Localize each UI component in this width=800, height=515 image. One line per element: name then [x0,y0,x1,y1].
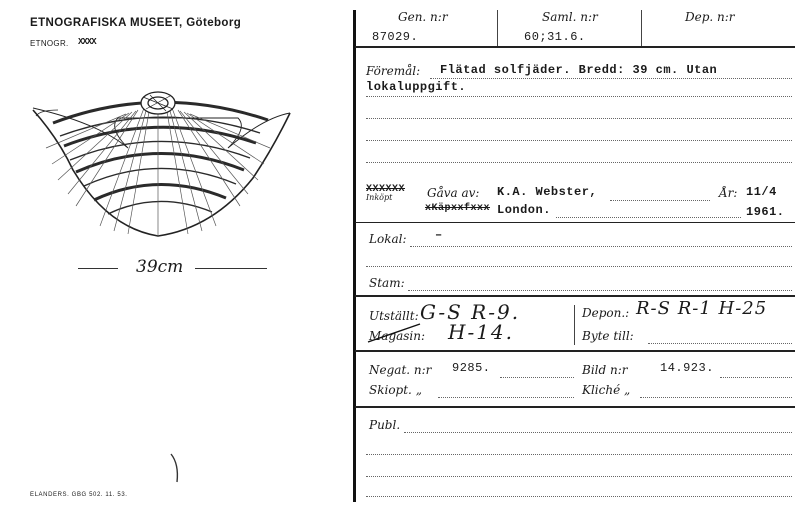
publ-dotline-4 [366,496,792,497]
struck-acquisition-type: XXXXXX [366,184,406,195]
byte-till-dotline [648,343,792,344]
saml-nr-label: Saml. n:r [542,10,598,24]
bild-dotline [720,377,792,378]
year-value: 1961. [746,205,785,219]
publ-dotline-1 [404,432,792,433]
foremal-dotline-2 [366,96,792,97]
etnogr-struck-text: XXXX [78,37,96,47]
magasin-value: H-14. [448,320,515,344]
kliche-dotline [640,397,792,398]
scale-annotation: 39cm [136,257,184,277]
dep-nr-label: Dep. n:r [685,10,735,24]
foremal-line-2: lokaluppgift. [366,80,467,94]
lokal-label: Lokal: [369,232,407,246]
museum-name: ETNOGRAFISKA MUSEET, Göteborg [30,17,242,29]
utstallt-label: Utställt: [369,309,419,323]
foremal-dotline-5 [366,162,792,163]
bild-value: 14.923. [660,361,714,375]
lokal-dotline-2 [366,266,792,267]
foremal-dotline-3 [366,118,792,119]
depon-label: Depon.: [582,306,630,320]
foremal-line-1: Flätad solfjäder. Bredd: 39 cm. Utan [440,63,718,77]
storage-divider [574,305,575,345]
ar-value: 11/4 [746,185,777,199]
gava-dotline [610,200,710,201]
publ-dotline-2 [366,454,792,455]
storage-rule [355,350,795,352]
photo-rule [355,406,795,408]
gava-label: Gåva av: [427,186,480,200]
printer-imprint: ELANDERS. GBG 502. 11. 53. [30,492,128,498]
foremal-label: Föremål: [366,64,421,78]
kliche-label: Kliché „ [582,383,631,397]
scale-line-left [78,268,118,269]
lokal-value: – [435,228,443,242]
negat-label: Negat. n:r [369,363,432,377]
header-divider-1 [497,10,498,46]
header-divider-2 [641,10,642,46]
place-value: London. [497,203,551,217]
publ-label: Publ. [369,418,401,432]
struck-place-label: xKäpxxfxxx [425,203,491,214]
gen-nr-value: 87029. [372,30,419,44]
stam-rule [355,295,795,297]
publ-dotline-3 [366,476,792,477]
utstallt-value: G-S R-9. [420,300,521,324]
foremal-dotline-4 [366,140,792,141]
etnogr-label: ETNOGR. [30,39,69,48]
negat-value: 9285. [452,361,491,375]
lokal-dotline [410,246,792,247]
struck-small-label: Inköpt [366,193,393,202]
ar-label: År: [719,186,738,200]
foremal-dotline-1 [430,78,792,79]
pen-mark [165,450,185,486]
magasin-strike-mark [366,318,426,348]
gava-value: K.A. Webster, [497,185,598,199]
stam-dotline [408,290,792,291]
magasin-label: Magasin: [369,329,426,343]
negat-dotline [500,377,574,378]
skiopt-dotline [438,397,574,398]
depon-value: R-S R-1 H-25 [636,298,768,319]
fan-drawing [28,88,298,248]
card-left-border [353,10,356,502]
acquisition-rule [355,222,795,223]
bild-label: Bild n:r [582,363,628,377]
saml-nr-value: 60;31.6. [524,30,586,44]
gen-nr-label: Gen. n:r [398,10,448,24]
scale-line-right [195,268,267,269]
place-dotline [556,217,741,218]
stam-label: Stam: [369,276,405,290]
skiopt-label: Skiopt. „ [369,383,422,397]
header-rule [355,46,795,48]
byte-till-label: Byte till: [582,329,634,343]
